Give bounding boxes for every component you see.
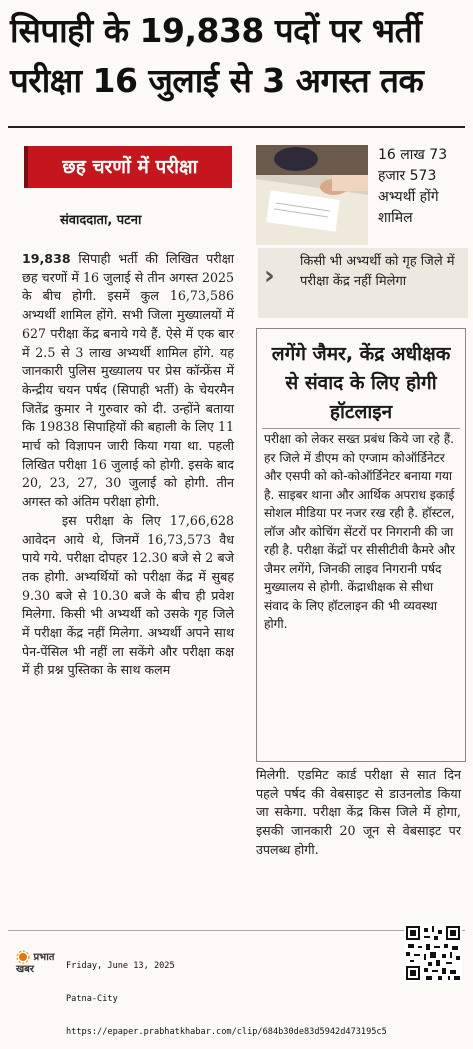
logo-text: प्रभात खबर [16, 952, 55, 975]
sidebar-box-title: लगेंगे जैमर, केंद्र अधीक्षक से संवाद के लिए होगी हॉटलाइन [271, 343, 451, 423]
footer-edition: Patna-City [66, 994, 118, 1004]
photo-caption: 16 लाख 73 हजार 573 अभ्यर्थी होंगे शामिल [378, 147, 448, 226]
headline-line-2: परीक्षा 16 जुलाई से 3 अगस्त तक [10, 61, 424, 100]
publisher-logo [16, 950, 62, 976]
chevron-right-icon: › [264, 261, 275, 291]
lead-figure: 19,838 [22, 251, 71, 266]
continuation-text: मिलेगी. एडमिट कार्ड परीक्षा से सात दिन पहले पर्षद की वेबसाइट से डाउनलोड किया जा सकेगा. परीक्षा केंद्र किस जिले में होगा, इसकी जानकारी 20 जून से वेबसाइट पर उपलब्ध होगी. [256, 767, 461, 857]
headline-line-1: सिपाही के 19,838 पदों पर भर्ती [10, 11, 422, 50]
footer-date: Friday, June 13, 2025 [66, 961, 175, 971]
sidebar-box-rule [262, 428, 460, 429]
exam-hall-photo-graphic [256, 145, 368, 245]
sidebar-box-body: परीक्षा को लेकर सख्त प्रबंध किये जा रहे हैं. हर जिले में डीएम को एग्जाम कोऑर्डिनेटर और एसपी को को-कोऑर्डिनेटर बनाया गया है. साइबर थाना और आर्थिक अपराध इकाई सोशल मीडिया पर नजर रख रही है. हॉस्टल, लॉज और कोचिंग सेंटरों पर निगरानी की जा रही है. परीक्षा केंद्रों पर सीसीटीवी कैमरे और जैमर लगेंगे, जिनकी लाइव निगरानी पर्षद मुख्यालय से होगी. केंद्राधीक्षक से सीधा संवाद के लिए हॉटलाइन की भी व्यवस्था होगी. [264, 432, 456, 631]
headline [10, 6, 465, 106]
exam-hall-photo [256, 145, 368, 245]
left-para-1 [22, 250, 234, 512]
left-para-1-text: सिपाही भर्ती की लिखित परीक्षा छह चरणों में 16 जुलाई से तीन अगस्त 2025 के बीच होगी. इसमें कुल 16,73,586 अभ्यर्थी शामिल होंगे. सभी जिला मुख्यालयों में 627 परीक्षा केंद्र बनाये गये हैं. ऐसे में एक बार में 2.5 से 3 लाख अभ्यर्थी शामिल होंगे. यह जानकारी पुलिस मुख्यालय पर प्रेस कॉन्फ्रेंस में केन्द्रीय चयन पर्षद (सिपाही भर्ती) के चेयरमैन जितेंद्र कुमार ने गुरुवार को दी. उन्होंने बताया कि 19838 सिपाहियों की बहाली के लिए 11 मार्च को विज्ञापन जारी किया गया था. पहली लिखित परीक्षा 16 जुलाई को होगी. इसके बाद 20, 23, 27, 30 जुलाई को होगी. तीन अगस्त को अंतिम परीक्षा होगी. [22, 251, 234, 510]
left-column-text [22, 250, 234, 680]
byline: संवाददाता, पटना [60, 213, 142, 228]
footer-rule [8, 930, 465, 931]
pull-quote: किसी भी अभ्यर्थी को गृह जिले में परीक्षा केंद्र नहीं मिलेगा [300, 254, 455, 289]
qr-code[interactable] [404, 924, 462, 982]
sun-logo-icon [16, 950, 30, 964]
sub-banner: छह चरणों में परीक्षा [28, 146, 232, 188]
footer-meta [66, 939, 387, 1049]
qr-code-icon [404, 924, 462, 982]
headline-rule [8, 126, 465, 128]
left-para-2: इस परीक्षा के लिए 17,66,628 आवेदन आये थे, जिनमें 16,73,573 वैध पाये गये. परीक्षा दोपहर 12.30 बजे से 2 बजे तक होगी. अभ्यर्थियों को परीक्षा केंद्र में सुबह 9.30 बजे से 10.30 बजे के बीच ही प्रवेश मिलेगा. किसी भी अभ्यर्थी को उसके गृह जिले में परीक्षा केंद्र नहीं मिलेगा. अभ्यर्थी अपने साथ पेन-पेंसिल भी नहीं ला सकेंगे और परीक्षा कक्ष में ही प्रश्न पुस्तिका के साथ कलम [22, 512, 234, 678]
footer-url[interactable]: https://epaper.prabhatkhabar.com/clip/684b30de83d5942d473195c5 [66, 1027, 387, 1037]
